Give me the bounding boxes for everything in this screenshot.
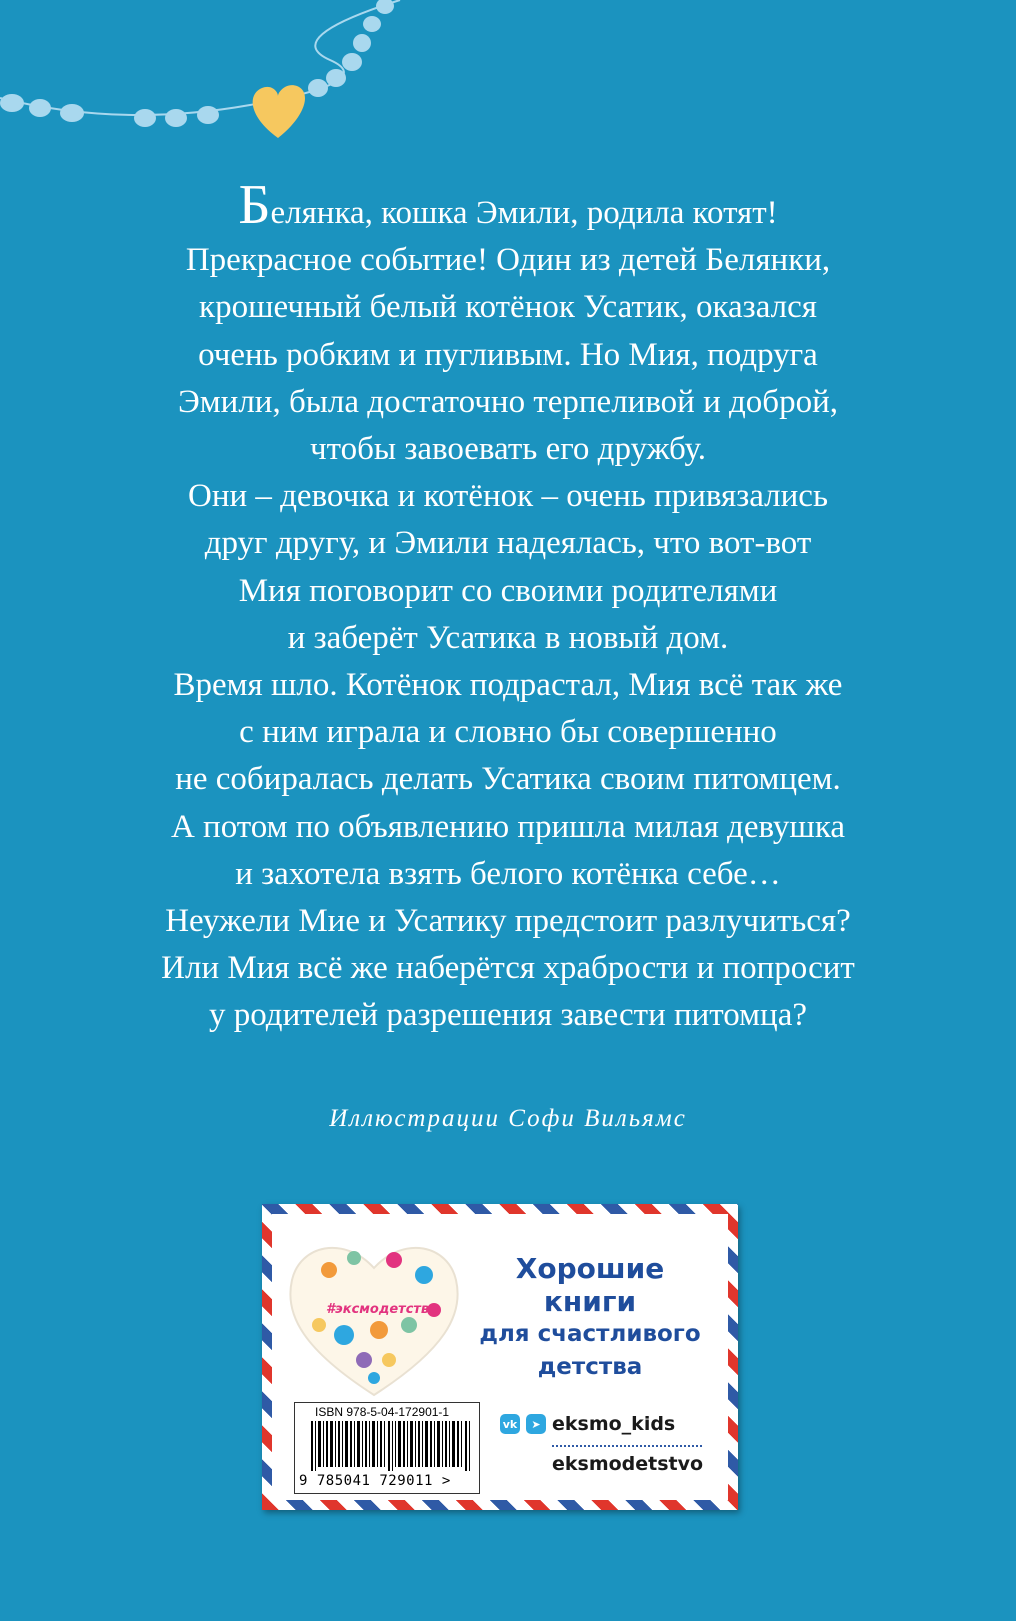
blurb-line-1: Белянка, кошка Эмили, родила котят! [238,174,778,236]
dotted-divider [552,1445,702,1447]
blurb-line: крошечный белый котёнок Усатик, оказался [199,289,817,326]
blurb-line: Эмили, была достаточно терпеливой и доброй, [178,383,838,420]
blurb-line: чтобы завоевать его дружбу. [310,431,706,468]
blurb-line: очень робким и пугливым. Но Мия, подруга [198,336,818,373]
blurb-line: Неужели Мие и Усатику предстоит разлучиться? [165,903,851,940]
blurb-line: А потом по объявлению пришла милая девушка [170,808,846,845]
telegram-icon: ➤ [526,1414,546,1434]
social-links [500,1407,710,1475]
envelope-card [262,1204,738,1510]
heart-charm-icon [253,85,305,138]
blurb-line: не собиралась делать Усатика своим питомцем. [175,761,841,798]
isbn-barcode-box [294,1402,480,1494]
book-blurb [90,174,926,1040]
eksmodetstvo-heart-logo [284,1230,464,1400]
vk-icon: vk [500,1414,520,1434]
social-handle: eksmo_kids [552,1413,676,1435]
blurb-line: у родителей разрешения завести питомца? [208,997,807,1034]
slogan-line: Хорошие [515,1252,665,1285]
blurb-line: и захотела взять белого котёнка себе… [235,855,781,892]
slogan [472,1252,708,1384]
hashtag-label: #эксмодетство [326,1302,439,1317]
blurb-line: с ним играла и словно бы совершенно [239,714,777,751]
blurb-line: Мия поговорит со своими родителями [238,572,778,609]
blurb-line: Прекрасное событие! Один из детей Белянки, [185,242,831,279]
bead-garland-decoration [0,0,1016,160]
blurb-line: Время шло. Котёнок подрастал, Мия всё так же [173,667,843,704]
blurb-line: и заберёт Усатика в новый дом. [287,619,729,656]
illustrator-credit: Иллюстрации Софи Вильямс [329,1105,687,1132]
barcode-icon [311,1421,475,1471]
isbn-label: ISBN 978-5-04-172901-1 [315,1405,450,1419]
blurb-line: Они – девочка и котёнок – очень привязались [187,478,828,515]
drop-cap: Б [238,174,271,236]
social-handle-2: eksmodetstvo [552,1453,704,1475]
blurb-line: Или Мия всё же наберётся храбрости и попросит [161,950,855,987]
barcode-digits: 9 785041 729011 > [299,1473,451,1489]
blurb-line: друг другу, и Эмили надеялась, что вот-вот [204,525,812,562]
slogan-line: для счастливого [479,1321,701,1347]
slogan-line: детства [537,1354,643,1380]
slogan-line: книги [543,1285,637,1318]
